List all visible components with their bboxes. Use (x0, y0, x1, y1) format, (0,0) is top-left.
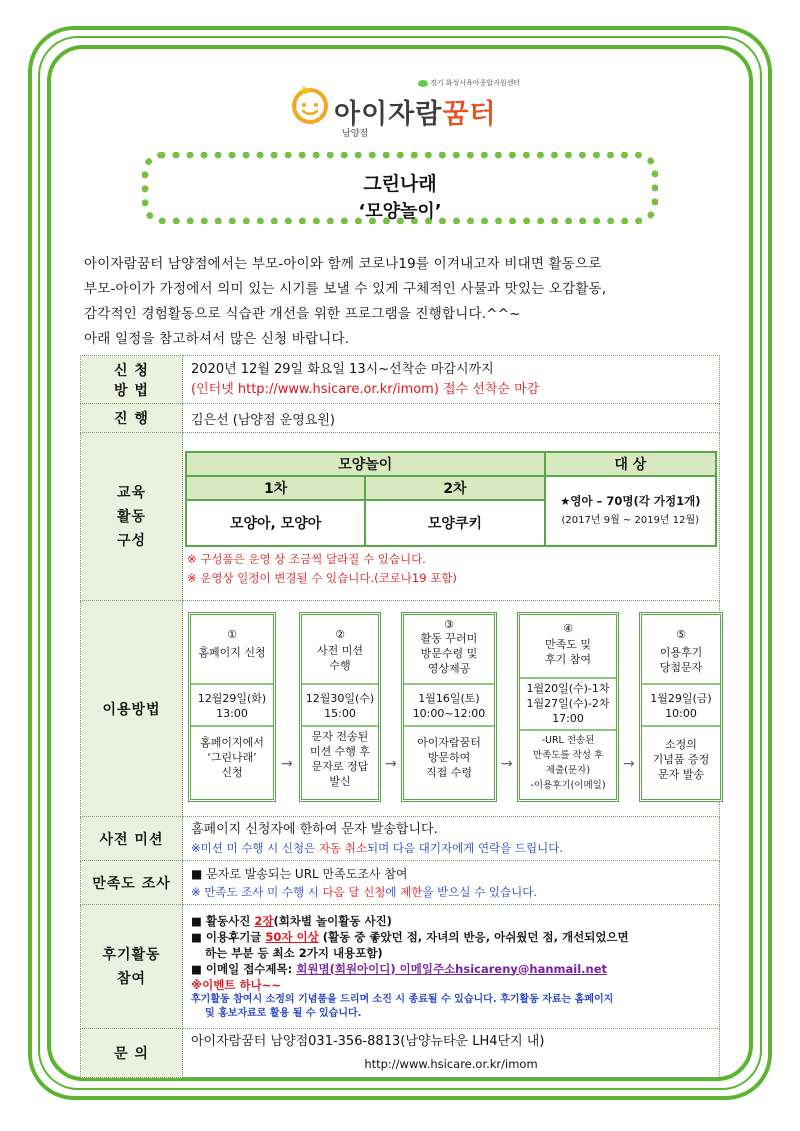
step-desc: -URL 전송된 만족도를 작성 후 제출(문자) -이용후기(이메일) (530, 734, 606, 791)
mission-line: 홈페이지 신청자에 한하여 문자 발송합니다. (191, 821, 438, 837)
intro-paragraph (84, 252, 724, 352)
step-num: ② (335, 627, 345, 641)
step-desc: 아이자람꿈터 방문하여 직접 수령 (417, 735, 481, 779)
logo-branch: 남양점 (342, 129, 369, 139)
review-content (183, 905, 720, 1029)
row-survey (81, 861, 720, 905)
step-divider (404, 725, 494, 727)
contact-url[interactable]: http://www.hsicare.or.kr/imom (364, 1057, 538, 1071)
step-divider (404, 683, 494, 685)
target-sub: (2017년 9월 ~ 2019년 12월) (561, 515, 700, 526)
intro-line: 아이자람꿈터 남양점에서는 부모-아이와 함께 코로나19를 이겨내고자 비대면 활동으로 (84, 256, 602, 272)
step-title: 활동 꾸러미 방문수령 및 영상제공 (420, 631, 478, 675)
org-mark-icon (418, 80, 428, 87)
survey-line: ■ 문자로 발송되는 URL 만족도조사 참여 (191, 866, 408, 881)
review-bullet-1 (191, 913, 711, 929)
survey-note-highlight: 다음 달 신청 (322, 884, 386, 899)
apply-content (183, 356, 720, 404)
mission-header: 사전 미션 (81, 817, 183, 861)
review-text: ■ 활동사진 (191, 913, 255, 928)
step-desc: 소정의 기념품 증정 문자 발송 (652, 737, 710, 781)
mission-note-part: ※미션 미 수행 시 신청은 (191, 840, 319, 855)
step-date: 1월20일(수)-1차 1월27일(수)-2차 17:00 (526, 681, 610, 725)
step-divider (520, 729, 616, 731)
composition-notes (185, 550, 717, 588)
step-divider (191, 683, 273, 685)
review-header-line: 참여 (116, 970, 147, 987)
review-text: (활동 중 좋았던 점, 자녀의 반응, 아쉬웠던 점, 개선되었으면 (318, 929, 629, 944)
step-date: 1월16일(토) 10:00~12:00 (412, 691, 486, 720)
row-usage (81, 601, 720, 817)
survey-header: 만족도 조사 (81, 861, 183, 905)
row-mission (81, 817, 720, 861)
row-contact (81, 1029, 720, 1078)
target-title: 대 상 (545, 452, 716, 476)
step-num: ⑤ (676, 627, 686, 641)
step-desc: 홈페이지에서 ‘그린나래’ 신청 (200, 735, 264, 779)
survey-note-part: ※ 만족도 조사 미 수행 시 (191, 884, 323, 899)
title-box (142, 152, 658, 224)
survey-note-part: 에 (385, 884, 401, 899)
usage-header: 이용방법 (81, 601, 183, 817)
step-1-box (188, 612, 276, 802)
step-num: ① (227, 627, 237, 641)
row-progress (81, 404, 720, 433)
target-cell (545, 476, 716, 546)
step-divider (302, 683, 378, 685)
step-num: ④ (563, 621, 573, 635)
review-email-link[interactable]: 회원명(회원아이디) 이메일주소hsicareny@hanmail.net (296, 961, 607, 976)
step-date: 12월29일(화) 13:00 (197, 691, 267, 720)
logo-name-b: 꿈터 (442, 99, 497, 130)
info-table (80, 355, 720, 1078)
composition-header-line: 활동 (116, 508, 147, 525)
target-main: ★영아 – 70명(각 가정1개) (560, 494, 701, 508)
survey-content (183, 861, 720, 905)
mission-note-highlight: 자동 취소 (318, 840, 367, 855)
contact-header: 문 의 (81, 1029, 183, 1078)
mission-content (183, 817, 720, 861)
contact-phone: 아이자람꿈터 남양점031-356-8813(남양뉴타운 LH4단지 내) (191, 1034, 545, 1049)
survey-note-highlight: 제한 (400, 884, 423, 899)
row-apply (81, 356, 720, 404)
round-2-label: 2차 (365, 476, 544, 500)
apply-date: 2020년 12월 29일 화요일 13시~선착순 마감시까지 (191, 361, 494, 377)
intro-line: 아래 일정을 참고하셔서 많은 신청 바랍니다. (84, 331, 350, 347)
review-event: ※이벤트 하나~~ (191, 977, 281, 992)
review-highlight: 2장 (254, 913, 274, 928)
apply-header (81, 356, 183, 404)
logo-name-a: 아이자람 (334, 99, 443, 130)
review-bullet-2-cont: 하는 부분 등 최소 2가지 내용포함) (205, 945, 383, 960)
mission-note-part: 되며 다음 대기자에게 연락을 드립니다. (367, 840, 564, 855)
title-sub: ‘모양놀이’ (358, 201, 442, 222)
arrow-right-icon: → (385, 755, 397, 772)
contact-content (183, 1029, 720, 1078)
step-divider (302, 725, 378, 727)
review-note: 및 홍보자료로 활용 될 수 있습니다. (205, 1007, 362, 1019)
intro-line: 감각적인 경험활동으로 식습관 개선을 위한 프로그램을 진행합니다.^^~ (84, 306, 521, 322)
apply-header-line: 방 법 (114, 382, 149, 399)
round-2-item: 모양쿠키 (365, 500, 544, 546)
step-title: 사전 미션 수행 (316, 643, 363, 672)
progress-value: 김은선 (남양점 운영요원) (183, 404, 720, 433)
step-desc: 문자 전송된 미션 수행 후 문자로 정답 발신 (309, 729, 371, 788)
review-text: (회차별 놀이활동 사진) (273, 913, 392, 928)
step-3-box (401, 612, 497, 802)
composition-header-line: 구성 (116, 532, 147, 549)
step-date: 1월29일(금) 10:00 (650, 691, 712, 720)
review-text: ■ 이용후기글 (191, 929, 266, 944)
step-4-box (517, 612, 619, 802)
usage-flow (183, 606, 719, 812)
step-divider (642, 683, 720, 685)
arrow-right-icon: → (501, 755, 513, 772)
composition-header (81, 433, 183, 601)
composition-note: ※ 운영상 일정이 변경될 수 있습니다.(코로나19 포함) (187, 571, 457, 585)
logo (290, 76, 540, 138)
review-bullet-2 (191, 929, 711, 945)
step-num: ③ (444, 617, 454, 631)
round-1-item: 모양아, 모양아 (186, 500, 365, 546)
review-note: 후기활동 참여시 소정의 기념품을 드리며 소진 시 종료될 수 있습니다. 후기활동 자료는 홈페이지 (191, 993, 614, 1005)
step-title: 이용후기 당첨문자 (659, 645, 703, 674)
usage-content (183, 601, 720, 817)
composition-note: ※ 구성품은 운영 상 조금씩 달라질 수 있습니다. (187, 552, 426, 566)
arrow-right-icon: → (281, 755, 293, 772)
step-title: 홈페이지 신청 (198, 645, 266, 659)
step-2-box (299, 612, 381, 802)
smiley-face-icon (290, 84, 330, 124)
title-main: 그린나래 (363, 173, 437, 195)
apply-header-line: 신 청 (114, 362, 149, 379)
composition-table (185, 451, 717, 547)
composition-header-line: 교육 (116, 484, 147, 501)
logo-org-text: 경기 화성시육아종합지원센터 (430, 79, 521, 87)
round-1-label: 1차 (186, 476, 365, 500)
step-divider (191, 725, 273, 727)
survey-note (191, 883, 711, 901)
step-divider (520, 677, 616, 679)
review-bullet-3 (191, 961, 711, 977)
survey-note-part: 을 받으실 수 있습니다. (422, 884, 538, 899)
mission-note (191, 839, 711, 857)
step-title: 만족도 및 후기 참여 (544, 637, 591, 666)
arrow-right-icon: → (623, 755, 635, 772)
review-text: ■ 이메일 접수제목: (191, 961, 297, 976)
apply-method: (인터넷 http://www.hsicare.or.kr/imom) 접수 선착순 마감 (191, 381, 540, 397)
row-review (81, 905, 720, 1029)
progress-header: 진 행 (81, 404, 183, 433)
composition-content (183, 433, 720, 601)
review-highlight: 50자 이상 (265, 929, 319, 944)
step-5-box (639, 612, 723, 802)
intro-line: 부모-아이가 가정에서 의미 있는 시기를 보낼 수 있게 구체적인 사물과 맛있는 오감활동, (84, 281, 607, 297)
row-composition (81, 433, 720, 601)
step-divider (642, 725, 720, 727)
step-date: 12월30일(수) 15:00 (305, 691, 375, 720)
review-header-line: 후기활동 (102, 946, 161, 963)
logo-org (418, 78, 520, 88)
review-header (81, 905, 183, 1029)
composition-group-title: 모양놀이 (186, 452, 545, 476)
